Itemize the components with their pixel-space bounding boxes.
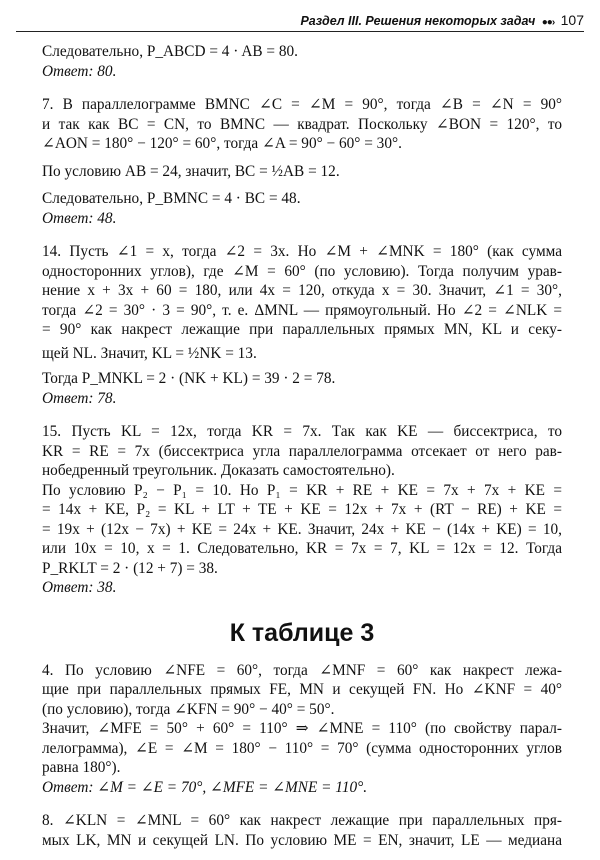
text-line: 4. По условию ∠NFE = 60°, тогда ∠MNF = 60° как накрест лежа- [42,661,562,679]
solutions-block-2 [42,661,562,851]
text-line: лелограмма), ∠E = ∠M = 180° − 110° = 70° (сумма односторонних углов [42,739,562,757]
text-line: Следовательно, P_BMNC = 4 · BC = 48. [42,190,301,207]
solutions-block-1 [42,42,562,598]
text-line: = 19x + (12x − 7x) + KE = 24x + KE. Значит, 24x + KE − (14x + KE) = 10, [42,520,562,538]
text-line: Ответ: 80. [42,62,117,80]
text-line: Ответ: ∠M = ∠E = 70°, ∠MFE = ∠MNE = 110°. [42,778,368,796]
section-title: Раздел III. Решения некоторых задач [300,14,536,28]
text-line: = 14x + KE, P₂ = KL + LT + TE + KE = 12x + 7x + (RT − RE) + KE = [42,501,562,518]
text-line: щие при параллельных прямых FE, MN и секущей FN. Но ∠KNF = 40° [42,681,562,698]
text-line: односторонних углов), где ∠M = 60° (по условию). Тогда получим урав- [42,262,562,280]
text-line: KR = RE = 7x (биссектриса угла параллелограмма отсекает от него рав- [42,442,562,460]
text-line: 7. В параллелограмме BMNC ∠C = ∠M = 90°, тогда ∠B = ∠N = 90° [42,96,562,113]
text-line: нение x + 3x + 60 = 180, или 4x = 120, откуда x = 30. Значит, ∠1 = 30°, [42,282,562,299]
section-heading: К таблице 3 [229,618,375,647]
text-line: Ответ: 48. [42,209,117,227]
text-line: Ответ: 78. [42,389,117,407]
text-line: (по условию), тогда ∠KFN = 90° − 40° = 50°. [42,700,335,718]
text-line: Тогда P_MNKL = 2 · (NK + KL) = 39 · 2 = 78. [42,370,336,387]
text-line: нобедренный треугольник. Доказать самостоятельно). [42,462,395,479]
text-line: тогда ∠2 = 30° · 3 = 90°, т. е. ΔMNL — прямоугольный. Но ∠2 = ∠NLK = [42,301,562,319]
header-rule [16,31,584,32]
header-ornament: ●●› [541,17,555,28]
running-header [16,9,584,31]
text-line: и так как BC = CN, то BMNC — квадрат. Поскольку ∠BON = 120°, то [42,115,562,133]
text-line: P_RKLT = 2 · (12 + 7) = 38. [42,559,218,577]
text-line: равна 180°). [42,759,121,776]
text-line: По условию AB = 24, значит, BC = ½AB = 12. [42,162,340,180]
page-number: 107 [560,12,584,28]
text-line: По условию P₂ − P₁ = 10. Но P₁ = KR + RE + KE = 7x + 7x + KE = [42,481,562,499]
text-line: = 90° как накрест лежащие при параллельных прямых MN, KL и секу- [42,321,562,338]
text-line: 15. Пусть KL = 12x, тогда KR = 7x. Так как KE — биссектриса, то [42,423,562,440]
text-line: ∠AON = 180° − 120° = 60°, тогда ∠A = 90° − 60° = 30°. [42,135,402,152]
text-line: Следовательно, P_ABCD = 4 · AB = 80. [42,43,298,60]
text-line: Ответ: 38. [42,579,117,596]
text-line: 14. Пусть ∠1 = x, тогда ∠2 = 3x. Но ∠M + ∠MNK = 180° (как сумма [42,243,562,260]
page-body [42,42,562,850]
text-line: или 10x = 10, x = 1. Следовательно, KR = 7x = 7, KL = 12x = 12. Тогда [42,540,562,557]
text-line: Значит, ∠MFE = 50° + 60° = 110° ⇒ ∠MNE = 110° (по свойству парал- [42,720,562,737]
text-line: щей NL. Значит, KL = ½NK = 13. [42,344,257,362]
text-line: 8. ∠KLN = ∠MNL = 60° как накрест лежащие при параллельных пря- [42,812,562,829]
text-line: мых LK, MN и секущей LN. По условию ME = EN, значит, LE — медиана [42,831,562,849]
